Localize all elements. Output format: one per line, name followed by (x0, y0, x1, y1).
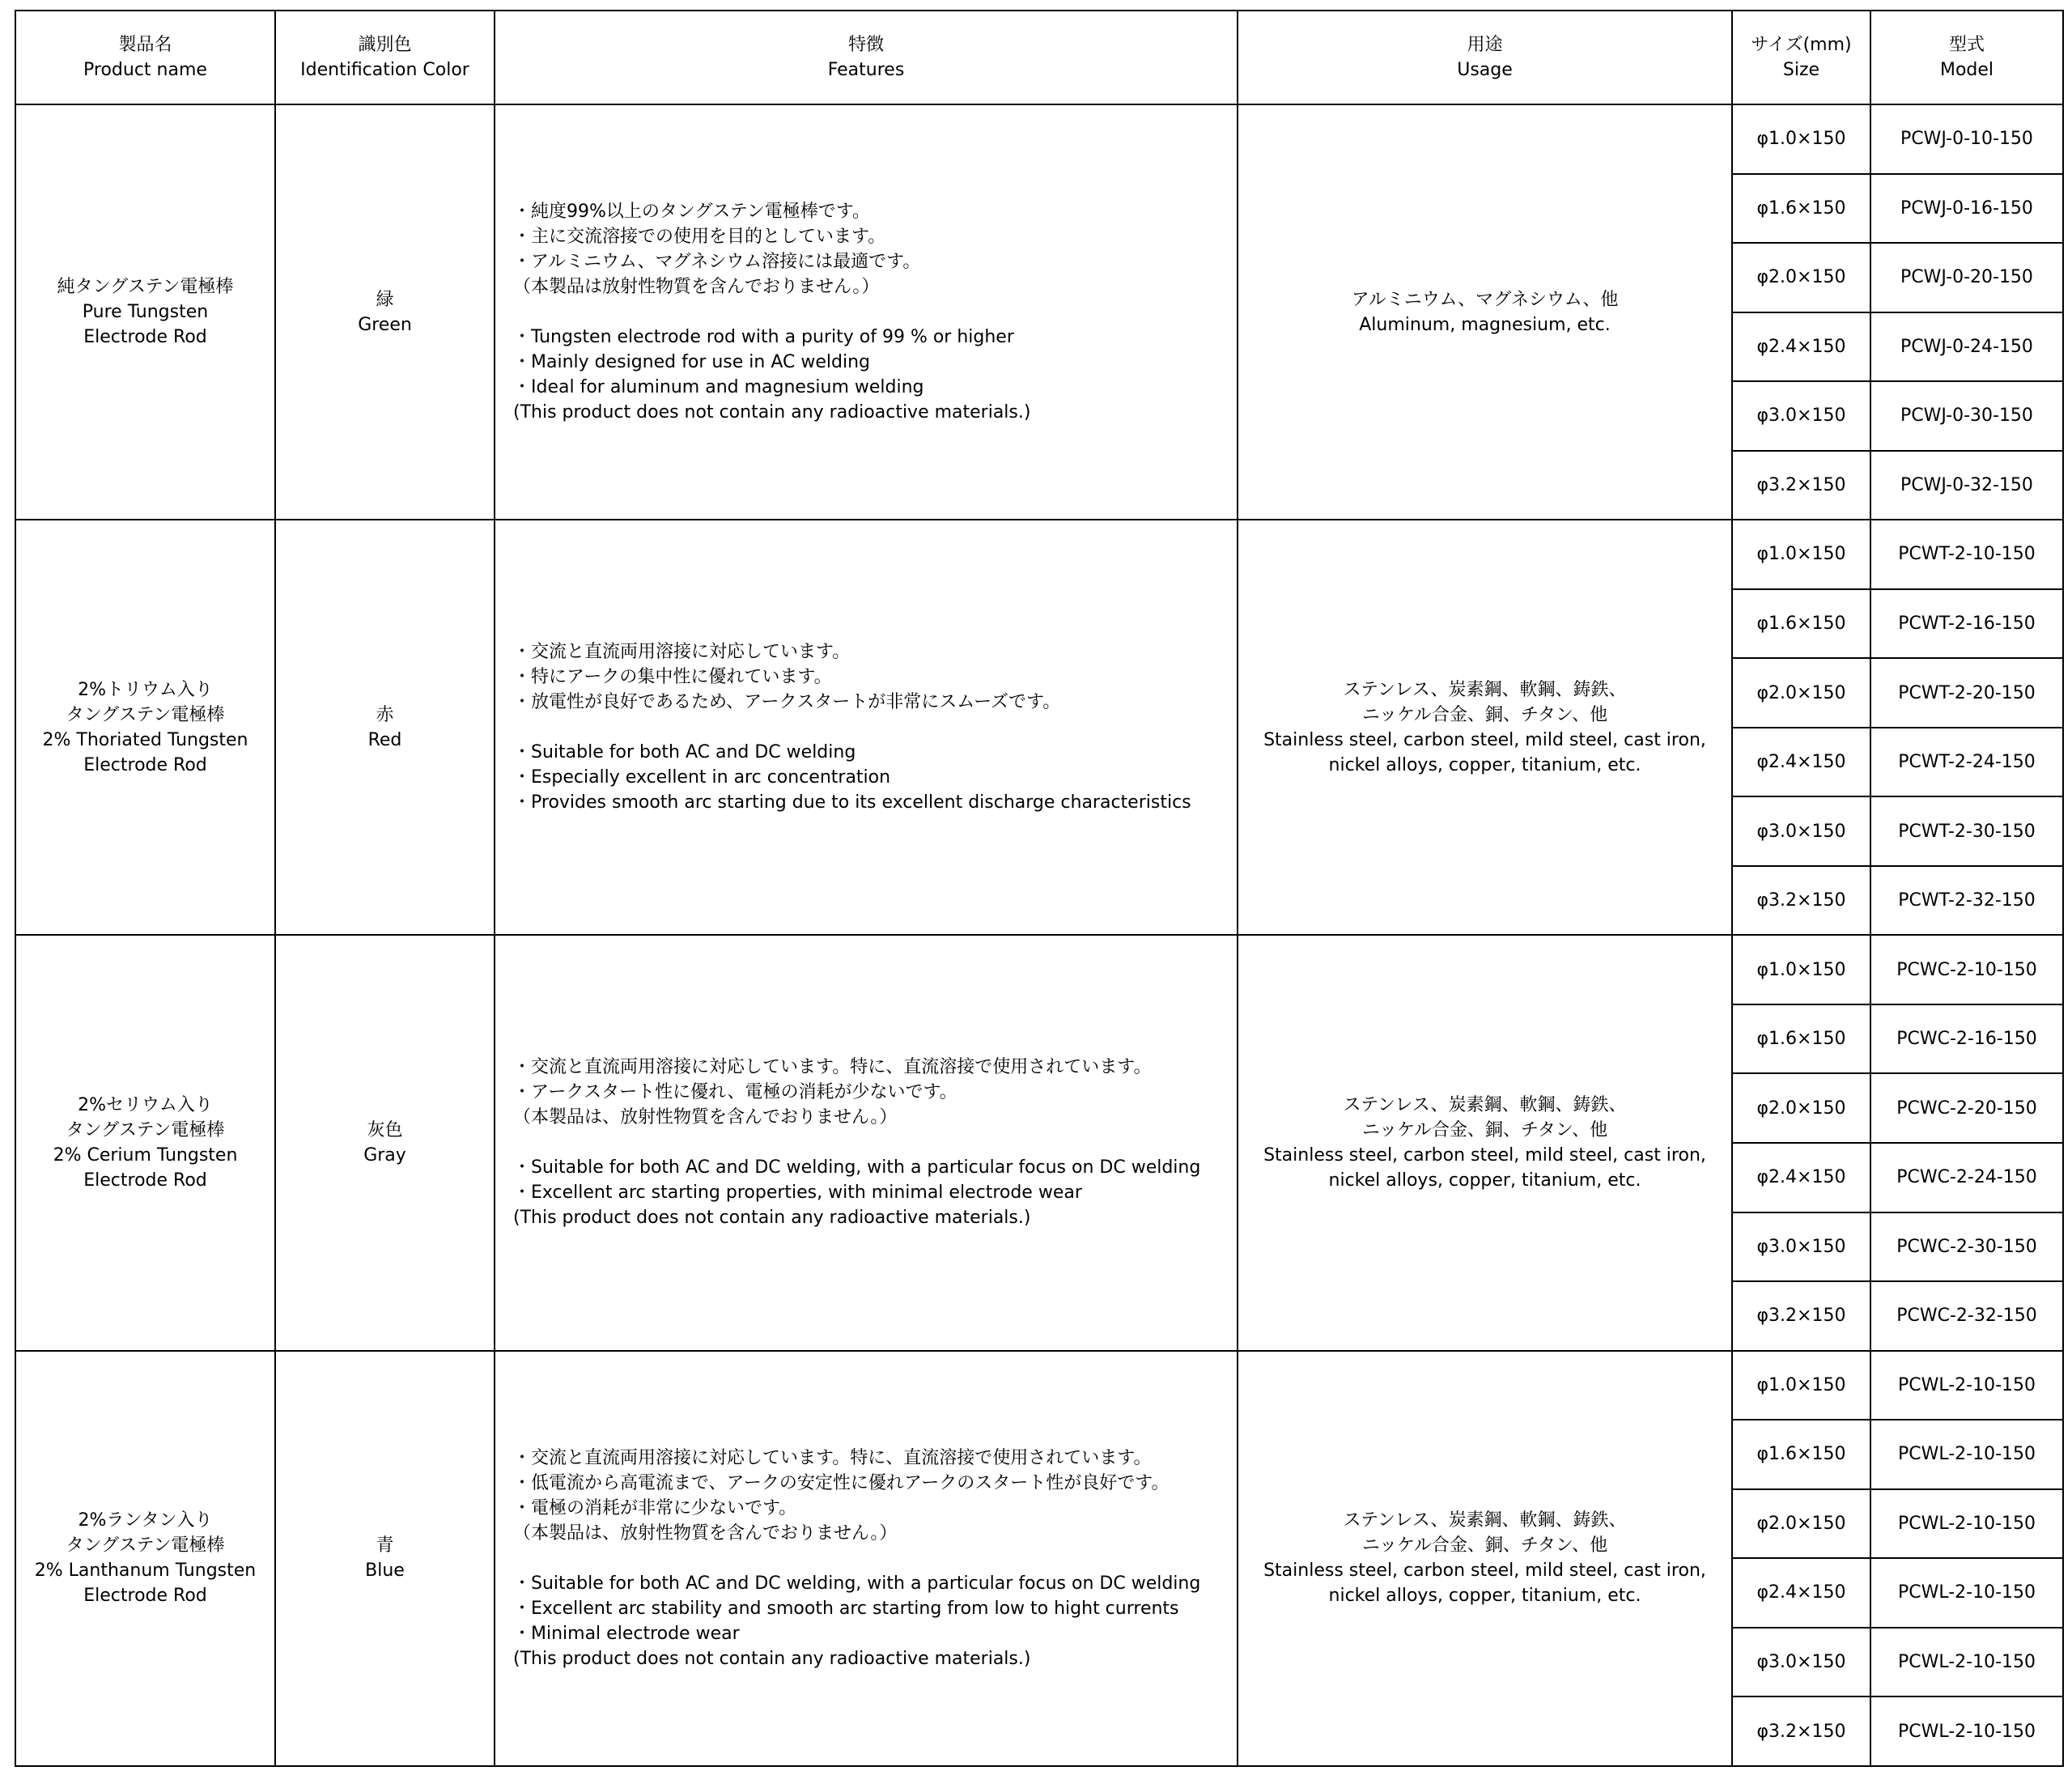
model-cell: PCWL-2-10-150 (1870, 1489, 2063, 1559)
color-jp: 灰色 (367, 1119, 403, 1140)
size-cell: φ3.0×150 (1732, 796, 1870, 866)
usage-line: nickel alloys, copper, titanium, etc. (1328, 1586, 1641, 1607)
usage-line: アルミニウム、マグネシウム、他 (1351, 289, 1619, 310)
color-jp: 赤 (376, 704, 394, 725)
product-name-line: 2% Lanthanum Tungsten (34, 1561, 257, 1582)
feature-spacer (513, 299, 1229, 325)
header-identification-color (275, 11, 495, 104)
product-name-line: Electrode Rod (83, 1170, 207, 1191)
size-cell: φ2.0×150 (1732, 1489, 1870, 1559)
model-cell: PCWL-2-10-150 (1870, 1420, 2063, 1489)
product-name-line: Pure Tungsten (82, 302, 209, 323)
size-cell: φ1.0×150 (1732, 520, 1870, 589)
model-cell: PCWL-2-10-150 (1870, 1696, 2063, 1766)
product-name-line: 2%ランタン入り (78, 1510, 213, 1531)
header-features-jp: 特徴 (847, 35, 884, 55)
model-cell: PCWJ-0-16-150 (1870, 174, 2063, 244)
header-product-name-en: Product name (83, 60, 207, 80)
feature-line-en: ・Provides smooth arc starting due to its excellent discharge characteristics (513, 792, 1191, 813)
model-cell: PCWJ-0-20-150 (1870, 243, 2063, 312)
size-cell: φ2.0×150 (1732, 658, 1870, 728)
header-model-en: Model (1939, 60, 1994, 80)
feature-line-jp: ・交流と直流両用溶接に対応しています。 (513, 642, 851, 663)
table-row (15, 935, 2063, 1004)
feature-line-jp: （本製品は、放射性物質を含んでおりません。） (513, 1522, 898, 1544)
product-name-line: Electrode Rod (83, 327, 207, 348)
header-color-jp: 識別色 (358, 35, 412, 55)
size-cell: φ1.6×150 (1732, 1420, 1870, 1489)
size-cell: φ2.4×150 (1732, 1143, 1870, 1212)
color-en: Green (358, 314, 412, 335)
model-cell: PCWC-2-30-150 (1870, 1212, 2063, 1282)
size-cell: φ1.0×150 (1732, 935, 1870, 1004)
size-cell: φ1.6×150 (1732, 1004, 1870, 1074)
size-cell: φ2.4×150 (1732, 312, 1870, 382)
features-cell (495, 520, 1238, 935)
usage-line: Aluminum, magnesium, etc. (1359, 314, 1611, 335)
header-features (495, 11, 1238, 104)
feature-line-en: ・Tungsten electrode rod with a purity of 99 % or higher (513, 327, 1014, 348)
feature-line-jp: （本製品は放射性物質を含んでおりません。） (513, 277, 880, 298)
model-cell: PCWC-2-16-150 (1870, 1004, 2063, 1074)
header-usage (1238, 11, 1732, 104)
product-spec-table (15, 10, 2064, 1767)
model-cell: PCWT-2-30-150 (1870, 796, 2063, 866)
size-cell: φ3.2×150 (1732, 451, 1870, 520)
header-product-name-jp: 製品名 (118, 35, 172, 55)
size-cell: φ2.4×150 (1732, 1558, 1870, 1628)
feature-line-jp: ・放電性が良好であるため、アークスタートが非常にスムーズです。 (513, 692, 1061, 713)
product-name-cell (15, 104, 275, 520)
product-name-line: 2% Cerium Tungsten (53, 1144, 238, 1166)
table-row (15, 520, 2063, 589)
table-row (15, 104, 2063, 174)
feature-line-en: ・Especially excellent in arc concentration (513, 767, 891, 788)
size-cell: φ3.2×150 (1732, 1696, 1870, 1766)
features-cell (495, 935, 1238, 1350)
feature-line-en: (This product does not contain any radioactive materials.) (513, 1208, 1031, 1229)
feature-line-en: (This product does not contain any radioactive materials.) (513, 402, 1031, 423)
identification-color-cell (275, 1351, 495, 1766)
product-name-line: 純タングステン電極棒 (57, 277, 234, 298)
usage-line: ステンレス、炭素鋼、軟鋼、鋳鉄、 (1343, 1510, 1627, 1531)
feature-line-jp: （本製品は、放射性物質を含んでおりません。） (513, 1107, 898, 1128)
identification-color-cell (275, 935, 495, 1350)
product-name-line: 2%セリウム入り (78, 1094, 213, 1115)
table-row (15, 1351, 2063, 1420)
feature-line-jp: ・特にアークの集中性に優れています。 (513, 667, 832, 688)
size-cell: φ3.2×150 (1732, 1281, 1870, 1351)
feature-line-jp: ・アークスタート性に優れ、電極の消耗が少ないです。 (513, 1082, 957, 1103)
usage-line: ニッケル合金、銅、チタン、他 (1361, 704, 1608, 725)
model-cell: PCWL-2-10-150 (1870, 1558, 2063, 1628)
model-cell: PCWJ-0-32-150 (1870, 451, 2063, 520)
size-cell: φ3.0×150 (1732, 381, 1870, 451)
header-product-name (15, 11, 275, 104)
usage-line: Stainless steel, carbon steel, mild steel, cast iron, (1263, 729, 1706, 750)
product-name-line: タングステン電極棒 (66, 704, 225, 725)
feature-spacer (513, 1546, 1229, 1571)
usage-line: Stainless steel, carbon steel, mild steel, cast iron, (1263, 1561, 1706, 1582)
color-en: Red (367, 729, 402, 750)
usage-line: nickel alloys, copper, titanium, etc. (1328, 1170, 1641, 1191)
header-size-en: Size (1782, 60, 1820, 80)
feature-line-jp: ・主に交流溶接での使用を目的としています。 (513, 227, 886, 248)
size-cell: φ1.6×150 (1732, 174, 1870, 244)
size-cell: φ1.6×150 (1732, 589, 1870, 659)
color-jp: 緑 (376, 289, 394, 310)
feature-line-jp: ・交流と直流両用溶接に対応しています。特に、直流溶接で使用されています。 (513, 1447, 1152, 1468)
feature-line-en: ・Suitable for both AC and DC welding (513, 742, 856, 763)
feature-line-en: ・Minimal electrode wear (513, 1623, 740, 1644)
color-jp: 青 (376, 1535, 394, 1556)
usage-cell (1238, 520, 1732, 935)
model-cell: PCWJ-0-10-150 (1870, 104, 2063, 174)
size-cell: φ1.0×150 (1732, 104, 1870, 174)
features-cell (495, 1351, 1238, 1766)
size-cell: φ2.4×150 (1732, 728, 1870, 797)
product-name-cell (15, 520, 275, 935)
product-name-line: Electrode Rod (83, 1586, 207, 1607)
model-cell: PCWT-2-10-150 (1870, 520, 2063, 589)
usage-line: ステンレス、炭素鋼、軟鋼、鋳鉄、 (1343, 679, 1627, 700)
feature-line-jp: ・純度99%以上のタングステン電極棒です。 (513, 202, 870, 223)
model-cell: PCWJ-0-24-150 (1870, 312, 2063, 382)
model-cell: PCWT-2-24-150 (1870, 728, 2063, 797)
header-features-en: Features (827, 60, 905, 80)
header-model-jp: 型式 (1948, 35, 1985, 55)
product-name-line: Electrode Rod (83, 754, 207, 775)
size-cell: φ3.0×150 (1732, 1628, 1870, 1697)
usage-line: Stainless steel, carbon steel, mild steel, cast iron, (1263, 1144, 1706, 1166)
feature-line-jp: ・低電流から高電流まで、アークの安定性に優れアークのスタート性が良好です。 (513, 1472, 1170, 1493)
model-cell: PCWT-2-20-150 (1870, 658, 2063, 728)
model-cell: PCWC-2-20-150 (1870, 1073, 2063, 1143)
color-en: Gray (363, 1144, 406, 1166)
product-name-cell (15, 935, 275, 1350)
model-cell: PCWC-2-24-150 (1870, 1143, 2063, 1212)
model-cell: PCWC-2-32-150 (1870, 1281, 2063, 1351)
model-cell: PCWT-2-32-150 (1870, 866, 2063, 936)
feature-line-jp: ・電極の消耗が非常に少ないです。 (513, 1497, 797, 1518)
size-cell: φ1.0×150 (1732, 1351, 1870, 1420)
header-usage-jp: 用途 (1467, 35, 1503, 55)
size-cell: φ2.0×150 (1732, 243, 1870, 312)
usage-cell (1238, 1351, 1732, 1766)
product-name-line: タングステン電極棒 (66, 1119, 225, 1140)
header-size-jp: サイズ(mm) (1751, 35, 1852, 55)
header-size (1732, 11, 1870, 104)
feature-line-en: ・Suitable for both AC and DC welding, with a particular focus on DC welding (513, 1573, 1201, 1594)
usage-cell (1238, 935, 1732, 1350)
usage-cell (1238, 104, 1732, 520)
product-name-line: 2% Thoriated Tungsten (42, 729, 248, 750)
model-cell: PCWC-2-10-150 (1870, 935, 2063, 1004)
usage-line: ステンレス、炭素鋼、軟鋼、鋳鉄、 (1343, 1094, 1627, 1115)
product-name-line: 2%トリウム入り (78, 679, 213, 700)
feature-line-en: ・Suitable for both AC and DC welding, with a particular focus on DC welding (513, 1157, 1201, 1178)
feature-line-en: ・Ideal for aluminum and magnesium welding (513, 377, 924, 398)
header-usage-en: Usage (1457, 60, 1513, 80)
feature-spacer (513, 715, 1229, 740)
model-cell: PCWT-2-16-150 (1870, 589, 2063, 659)
usage-line: ニッケル合金、銅、チタン、他 (1361, 1535, 1608, 1556)
product-name-cell (15, 1351, 275, 1766)
feature-line-jp: ・交流と直流両用溶接に対応しています。特に、直流溶接で使用されています。 (513, 1057, 1152, 1078)
feature-spacer (513, 1130, 1229, 1155)
header-model (1870, 11, 2063, 104)
feature-line-en: ・Mainly designed for use in AC welding (513, 352, 870, 373)
model-cell: PCWL-2-10-150 (1870, 1628, 2063, 1697)
identification-color-cell (275, 104, 495, 520)
size-cell: φ3.0×150 (1732, 1212, 1870, 1282)
usage-line: nickel alloys, copper, titanium, etc. (1328, 754, 1641, 775)
header-color-en: Identification Color (300, 60, 469, 80)
product-name-line: タングステン電極棒 (66, 1535, 225, 1556)
color-en: Blue (365, 1561, 405, 1582)
feature-line-en: (This product does not contain any radioactive materials.) (513, 1648, 1031, 1669)
features-cell (495, 104, 1238, 520)
model-cell: PCWL-2-10-150 (1870, 1351, 2063, 1420)
feature-line-en: ・Excellent arc stability and smooth arc starting from low to hight currents (513, 1598, 1179, 1619)
feature-line-jp: ・アルミニウム、マグネシウム溶接には最適です。 (513, 252, 921, 273)
size-cell: φ2.0×150 (1732, 1073, 1870, 1143)
identification-color-cell (275, 520, 495, 935)
size-cell: φ3.2×150 (1732, 866, 1870, 936)
model-cell: PCWJ-0-30-150 (1870, 381, 2063, 451)
feature-line-en: ・Excellent arc starting properties, with minimal electrode wear (513, 1183, 1082, 1204)
header-row (15, 11, 2063, 104)
usage-line: ニッケル合金、銅、チタン、他 (1361, 1119, 1608, 1140)
